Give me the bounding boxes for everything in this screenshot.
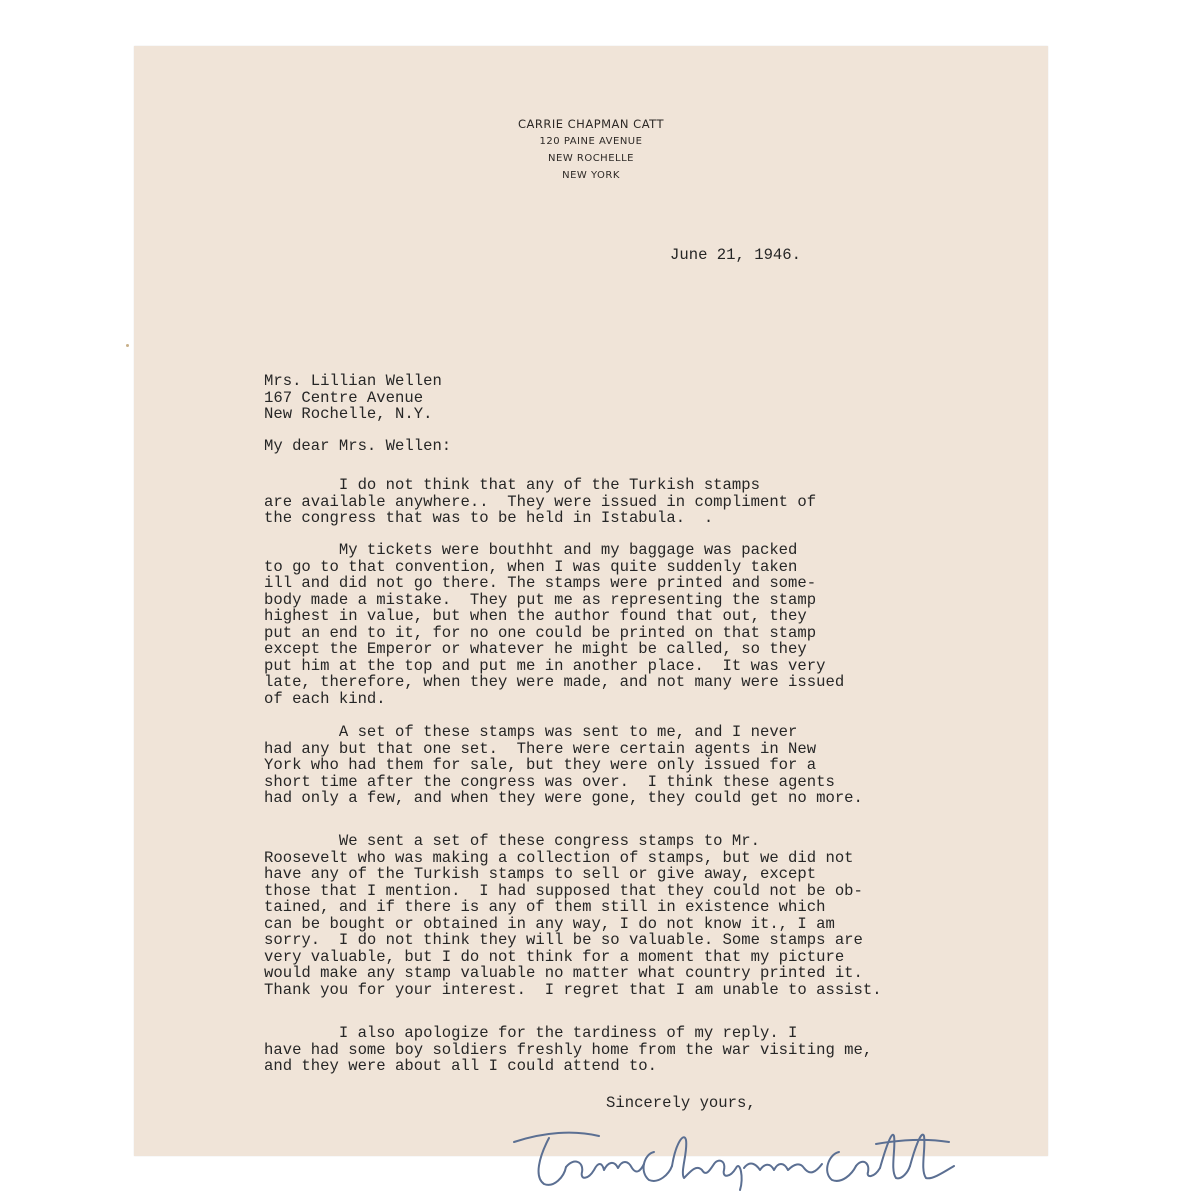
body-paragraph-3: A set of these stamps was sent to me, and I never had any but that one set. There were certain agents in New York who had them for sale, but they were only issued for a short time after the congress was over. I think these agents had only a few, and when they were gone, they could get no more. xyxy=(264,723,863,807)
body-paragraph-1: I do not think that any of the Turkish stamps are available anywhere.. They were issued in compliment of the congress that was to be held in Istabula. . xyxy=(264,476,817,527)
body-paragraph-5: I also apologize for the tardiness of my reply. I have had some boy soldiers freshly home from the war visiting me, and they were about all I could attend to. xyxy=(264,1024,873,1075)
letter-date: June 21, 1946. xyxy=(670,246,802,264)
closing: Sincerely yours, xyxy=(606,1094,756,1112)
body-paragraph-2: My tickets were bouthht and my baggage was packed to go to that convention, when I was quite suddenly taken ill and did not go there. The stamps were printed and some- body made a mistake. They put me as representing the stamp highest in value, but when the author found that out, they put an end to it, for no one could be printed on that stamp except the Emperor or whatever he might be called, so they put him at the top and put me in another place. It was very late, therefore, when they were made, and not many were issued of each kind. xyxy=(264,541,845,708)
body-paragraph-4: We sent a set of these congress stamps to Mr. Roosevelt who was making a collection of stamps, but we did not have any of the Turkish stamps to sell or give away, except those that I mention. I had supposed that they could not be ob- tained, and if there is any of them still in existence which can be bought or obtained in any way, I do not know it., I am sorry. I do not think they will be so valuable. Some stamps are very valuable, but I do not think for a moment that my picture would make any stamp valuable no matter what country printed it. Thank you for your interest. I regret that I am unable to assist. xyxy=(264,832,882,999)
letter-sheet xyxy=(134,46,1048,1156)
recipient-street: 167 Centre Avenue xyxy=(264,388,424,407)
letterhead-name: CARRIE CHAPMAN CATT xyxy=(517,117,665,131)
recipient-address xyxy=(264,373,442,423)
letterhead xyxy=(134,116,1048,184)
recipient-city: New Rochelle, N.Y. xyxy=(264,405,433,423)
signature-drawing xyxy=(504,1122,1064,1192)
salutation: My dear Mrs. Wellen: xyxy=(264,437,452,455)
handwritten-signature xyxy=(504,1122,1064,1192)
letterhead-city: NEW ROCHELLE xyxy=(548,153,634,164)
paper-speck xyxy=(126,344,129,347)
recipient-name: Mrs. Lillian Wellen xyxy=(264,372,442,390)
letterhead-street: 120 PAINE AVENUE xyxy=(539,136,643,147)
letterhead-state: NEW YORK xyxy=(562,170,620,181)
